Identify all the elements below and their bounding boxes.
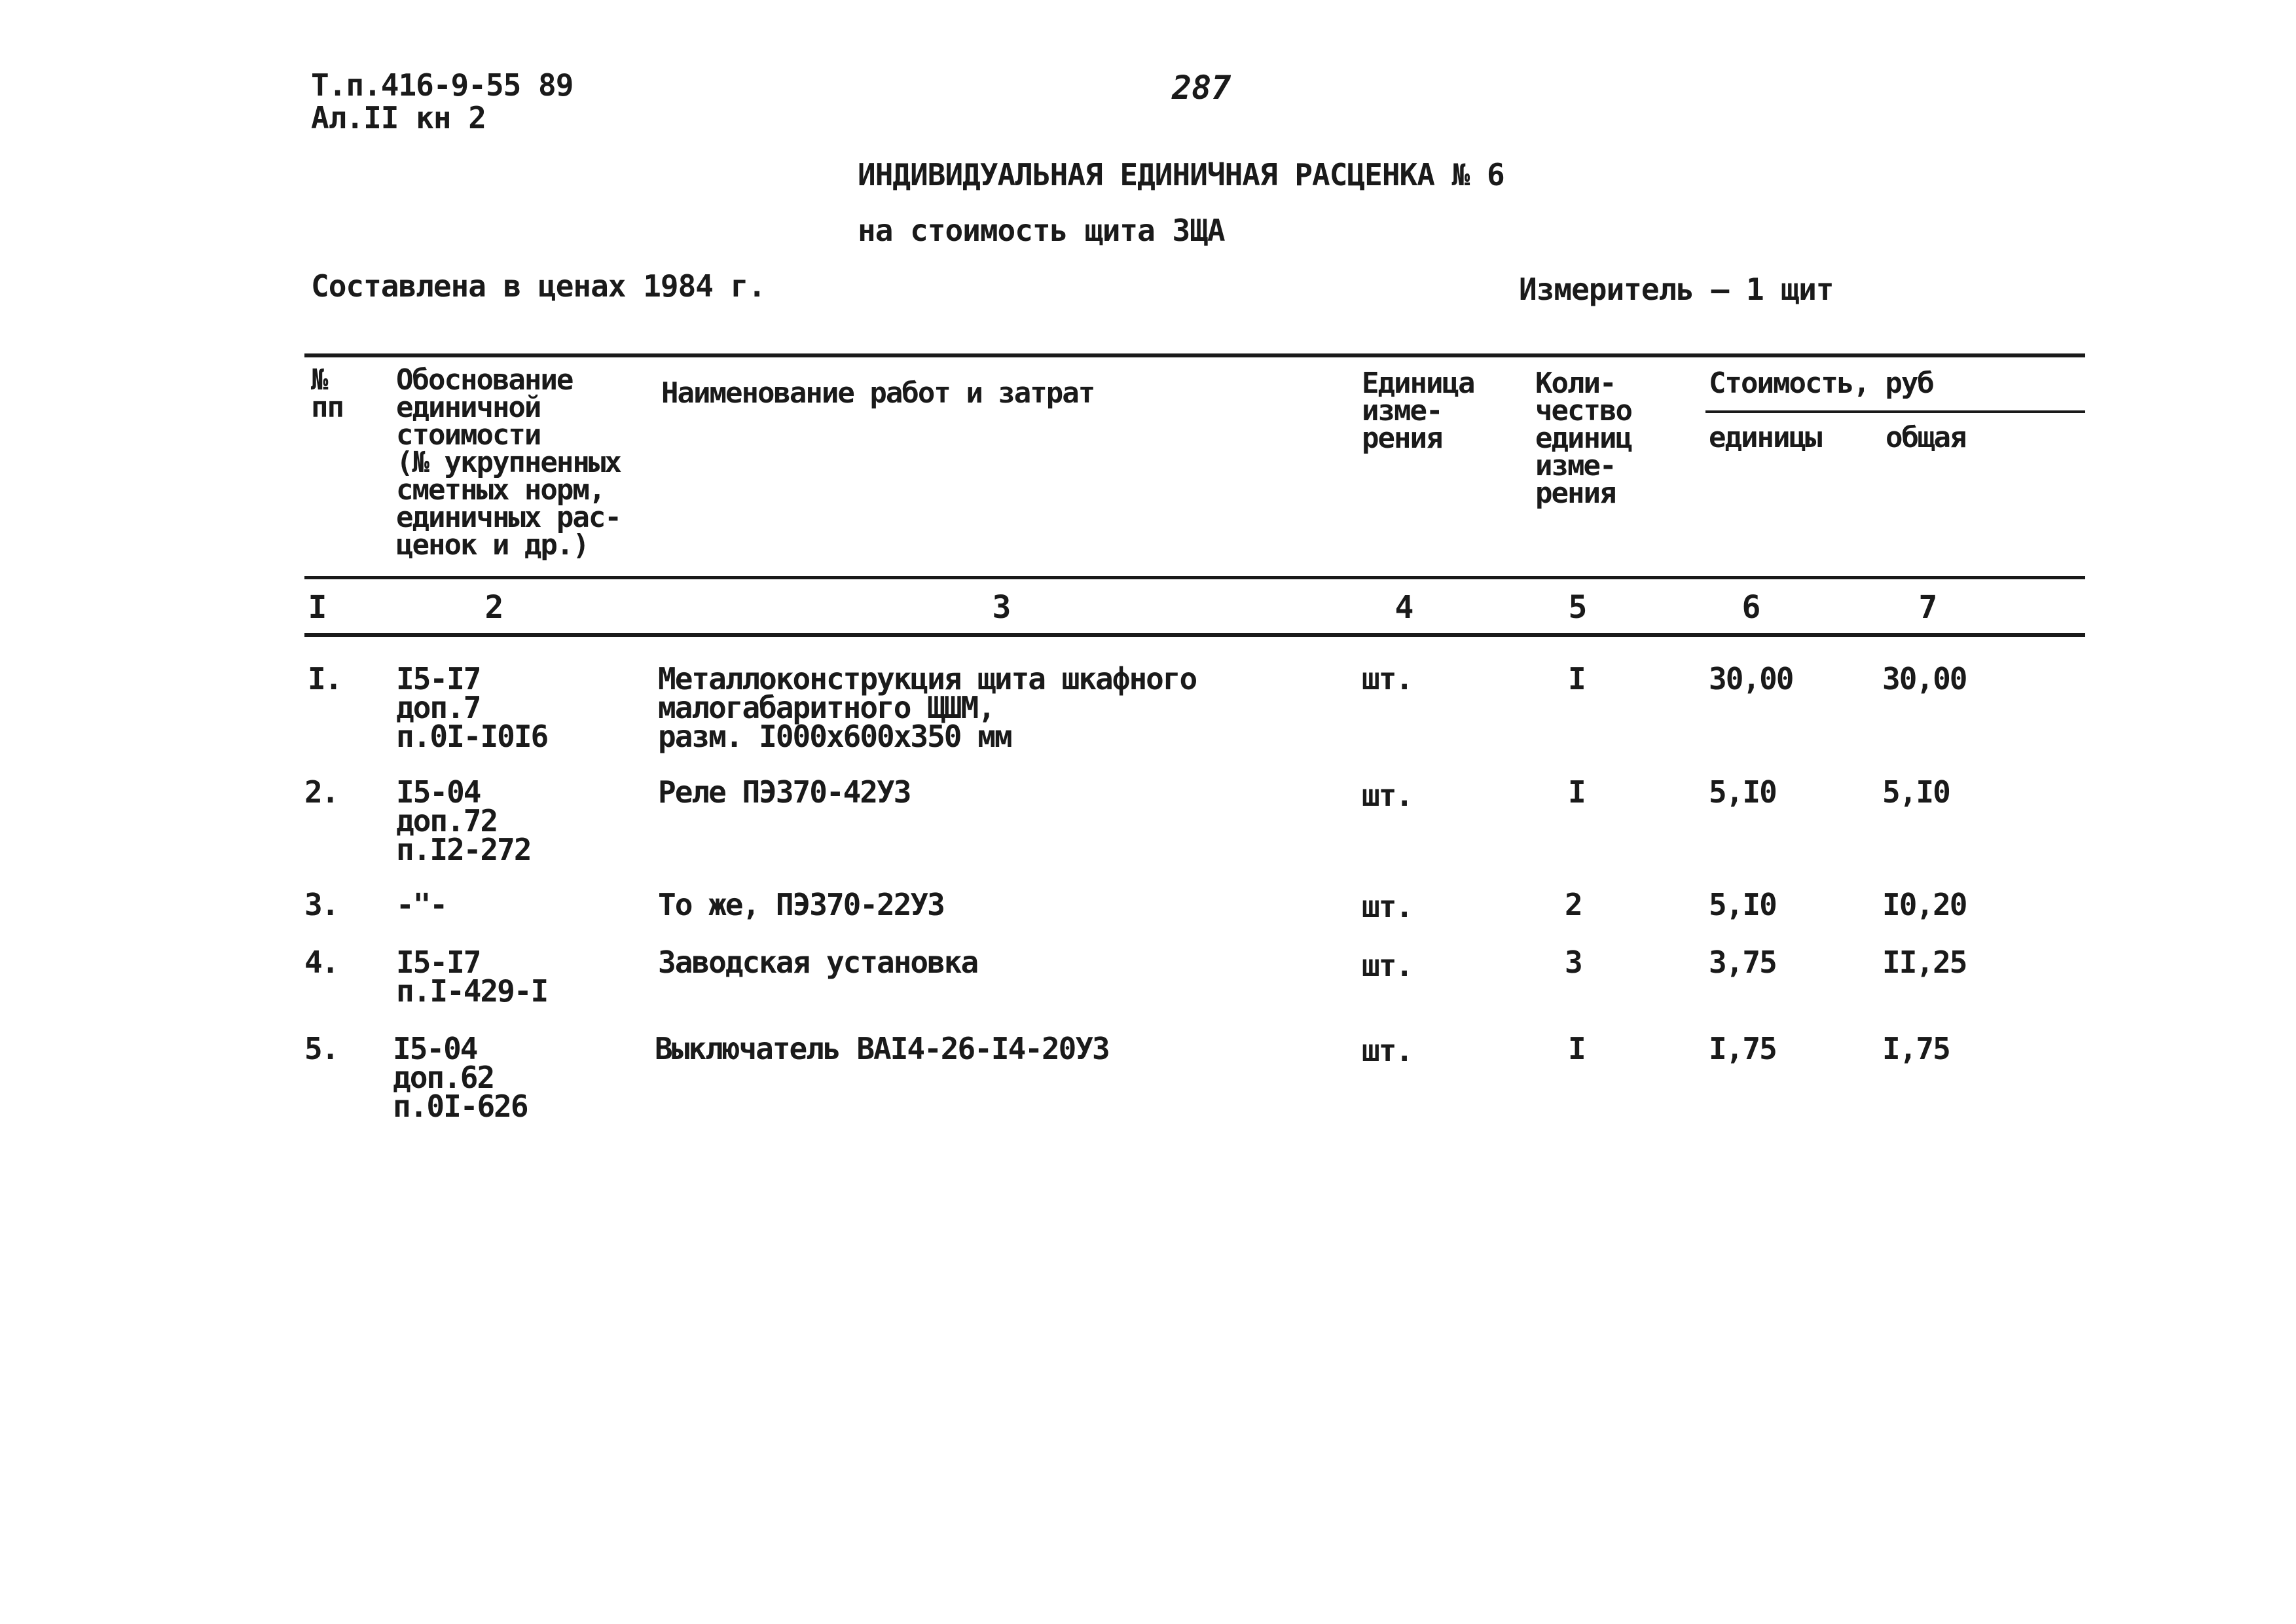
row-basis: I5-04 доп.62 п.0I-626 (393, 1031, 528, 1124)
row-number: 4. (304, 945, 338, 980)
col-number-7: 7 (1918, 589, 1938, 626)
col-number-5: 5 (1568, 589, 1588, 626)
col-number-2: 2 (484, 589, 504, 626)
cost-group-rule (1705, 410, 2085, 413)
row-unit-cost: 5,I0 (1709, 774, 1776, 810)
colnum-bottom-rule (304, 633, 2085, 637)
col-number-1: I (308, 589, 327, 626)
header-col2: Обоснование единичной стоимости (№ укрупненных сметных норм, единичных рас- ценок и др.) (396, 363, 621, 562)
header-col5: Коли- чество единиц изме- рения (1535, 367, 1631, 510)
row-name: Металлоконструкция щита шкафного малогабаритного ЩШМ, разм. I000х600х350 мм (658, 661, 1197, 754)
document-title: ИНДИВИДУАЛЬНАЯ ЕДИНИЧНАЯ РАСЦЕНКА № 6 (858, 157, 1504, 192)
header-col1: № пп (311, 363, 343, 424)
row-total: I,75 (1882, 1031, 1950, 1066)
row-unit: шт. (1362, 889, 1413, 924)
row-number: 5. (304, 1031, 338, 1066)
row-unit: шт. (1362, 1033, 1413, 1068)
header-col7: общая (1886, 421, 1966, 454)
row-qty: 2 (1565, 887, 1582, 922)
row-unit: шт. (1362, 778, 1413, 813)
col-number-3: 3 (992, 589, 1011, 626)
doc-code (311, 69, 573, 134)
header-col3: Наименование работ и затрат (661, 376, 1095, 410)
row-unit-cost: 5,I0 (1709, 887, 1776, 922)
header-cost-group: Стоимость, руб (1709, 367, 1933, 400)
doc-code-line2: Ал.II кн 2 (311, 100, 486, 135)
measure-note: Измеритель – 1 щит (1519, 272, 1834, 307)
row-total: 5,I0 (1882, 774, 1950, 810)
doc-code-line1: Т.п.416-9-55 89 (311, 67, 574, 103)
row-qty: I (1568, 774, 1585, 810)
prices-note: Составлена в ценах 1984 г. (311, 268, 766, 304)
row-basis: -"- (396, 887, 447, 922)
header-bottom-rule (304, 576, 2085, 579)
row-qty: 3 (1565, 945, 1582, 980)
row-number: I. (308, 661, 342, 696)
row-name: Выключатель ВАI4-26-I4-20УЗ (655, 1031, 1109, 1066)
row-basis: I5-04 доп.72 п.I2-272 (396, 774, 531, 867)
table-top-rule (304, 353, 2085, 357)
row-unit: шт. (1362, 661, 1413, 696)
row-name: Заводская установка (658, 945, 978, 980)
document-subtitle: на стоимость щита ЗЩА (858, 213, 1225, 248)
row-total: 30,00 (1882, 661, 1967, 696)
col-number-6: 6 (1741, 589, 1761, 626)
row-unit-cost: I,75 (1709, 1031, 1776, 1066)
row-unit-cost: 30,00 (1709, 661, 1793, 696)
row-qty: I (1568, 1031, 1585, 1066)
row-total: I0,20 (1882, 887, 1967, 922)
row-unit-cost: 3,75 (1709, 945, 1776, 980)
header-col4: Единица изме- рения (1362, 367, 1474, 455)
row-total: II,25 (1882, 945, 1967, 980)
row-name: То же, ПЭ370-22УЗ (658, 887, 944, 922)
page-number: 287 (1172, 69, 1231, 107)
row-name: Реле ПЭ370-42УЗ (658, 774, 911, 810)
row-basis: I5-I7 доп.7 п.0I-I0I6 (396, 661, 548, 754)
row-unit: шт. (1362, 948, 1413, 983)
row-qty: I (1568, 661, 1585, 696)
row-basis: I5-I7 п.I-429-I (396, 945, 548, 1009)
col-number-4: 4 (1394, 589, 1414, 626)
row-number: 3. (304, 887, 338, 922)
header-col6: единицы (1709, 421, 1821, 454)
row-number: 2. (304, 774, 338, 810)
